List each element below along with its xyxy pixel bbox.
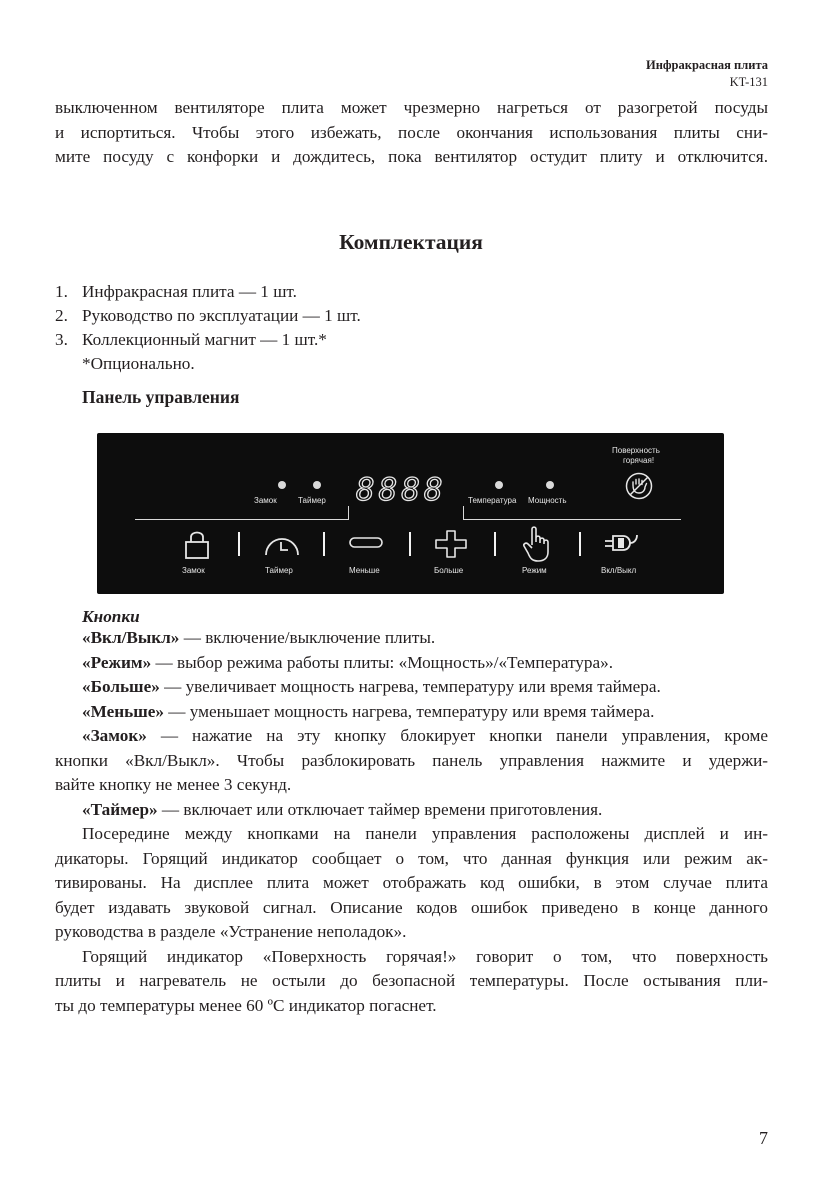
less-description: «Меньше» — уменьшает мощность нагрева, температуру или время таймера. <box>82 701 655 721</box>
display-paragraph-line: тивированы. На дисплее плита может отображать код ошибки, в этом случае плита <box>55 873 768 892</box>
power-plug-button-icon <box>603 532 639 554</box>
buttons-section-title: Кнопки <box>82 607 140 626</box>
button-separator <box>238 532 240 556</box>
surface-hot-label-line1: Поверхность <box>612 446 660 455</box>
intro-line: и испортиться. Чтобы этого избежать, после окончания использования плиты сни- <box>55 122 768 142</box>
intro-paragraph <box>55 96 768 170</box>
hot-paragraph-line: Горящий индикатор «Поверхность горячая!» говорит о том, что поверхность <box>82 946 768 966</box>
intro-line: выключенном вентиляторе плита может чрезмерно нагреться от разогретой посуды <box>55 98 768 117</box>
power-indicator-dot <box>546 481 554 489</box>
kit-title: Комплектация <box>339 230 483 254</box>
button-separator <box>494 532 496 556</box>
temperature-indicator-label: Температура <box>468 496 517 505</box>
button-separator <box>579 532 581 556</box>
display-paragraph-line: руководства в разделе «Устранение неполадок». <box>55 922 407 941</box>
lock-description: «Замок» — нажатие на эту кнопку блокирует кнопки панели управления, кроме <box>82 726 768 745</box>
button-separator <box>323 532 325 556</box>
mode-button-label: Режим <box>522 566 547 575</box>
page-number: 7 <box>759 1128 768 1148</box>
display-paragraph-line: дикаторы. Горящий индикатор сообщает о том, что данная функция или режим ак- <box>55 848 768 868</box>
more-description: «Больше» — увеличивает мощность нагрева, температуру или время таймера. <box>82 677 661 696</box>
hot-paragraph-line: ты до температуры менее 60 ºС индикатор погаснет. <box>55 995 437 1015</box>
surface-hot-label-line2: горячая! <box>623 456 655 465</box>
intro-line: мите посуду с конфорки и дождитесь, пока вентилятор остудит плиту и отключится. <box>55 147 768 166</box>
power-indicator-label: Мощность <box>528 496 567 505</box>
temperature-indicator-dot <box>495 481 503 489</box>
minus-button-icon <box>349 537 383 549</box>
kit-note: *Опционально. <box>82 354 195 373</box>
plus-button-icon <box>434 529 468 559</box>
panel-divider-tick-left <box>348 506 349 520</box>
list-item <box>55 304 361 328</box>
list-number: 2. <box>55 306 68 325</box>
display-paragraph-line: Посередине между кнопками на панели управления расположены дисплей и ин- <box>82 824 768 843</box>
header-title: Инфракрасная плита <box>645 58 768 72</box>
lock-button-icon <box>182 528 212 560</box>
surface-hot-hand-icon <box>624 471 654 501</box>
list-text: Коллекционный магнит — 1 шт.* <box>82 330 327 349</box>
hand-button-icon <box>521 525 551 563</box>
timer-indicator-label: Таймер <box>298 496 326 505</box>
less-button-label: Меньше <box>349 566 380 575</box>
list-number: 3. <box>55 330 68 349</box>
button-separator <box>409 532 411 556</box>
hot-paragraph-line: плиты и нагреватель не остыли до безопасной температуры. После остывания пли- <box>55 971 768 990</box>
list-number: 1. <box>55 282 68 301</box>
list-text: Руководство по эксплуатации — 1 шт. <box>82 306 361 325</box>
panel-display: 8888 <box>356 472 447 508</box>
panel-divider-right <box>463 519 681 520</box>
lock-indicator-label: Замок <box>254 496 277 505</box>
header-model: KT-131 <box>729 75 768 89</box>
lock-button-label: Замок <box>182 566 205 575</box>
timer-button-label: Таймер <box>265 566 293 575</box>
timer-button-icon <box>264 531 300 557</box>
panel-title: Панель управления <box>82 387 240 407</box>
lock-description-line: вайте кнопку не менее 3 секунд. <box>55 775 292 794</box>
panel-divider-left <box>135 519 349 520</box>
display-paragraph-line: будет издавать звуковой сигнал. Описание кодов ошибок приведено в конце данного <box>55 897 768 917</box>
list-item <box>55 280 361 304</box>
timer-description: «Таймер» — включает или отключает таймер времени приготовления. <box>82 799 603 819</box>
mode-description: «Режим» — выбор режима работы плиты: «Мощность»/«Температура». <box>82 652 614 672</box>
onoff-description: «Вкл/Выкл» — включение/выключение плиты. <box>82 628 436 647</box>
lock-indicator-dot <box>278 481 286 489</box>
kit-list <box>55 280 361 376</box>
buttons-description <box>55 626 768 1018</box>
panel-divider-tick-right <box>463 506 464 520</box>
list-text: Инфракрасная плита — 1 шт. <box>82 282 297 301</box>
list-item <box>55 328 361 352</box>
more-button-label: Больше <box>434 566 464 575</box>
onoff-button-label: Вкл/Выкл <box>601 566 637 575</box>
lock-description-line: кнопки «Вкл/Выкл». Чтобы разблокировать панель управления нажмите и удержи- <box>55 750 768 770</box>
timer-indicator-dot <box>313 481 321 489</box>
